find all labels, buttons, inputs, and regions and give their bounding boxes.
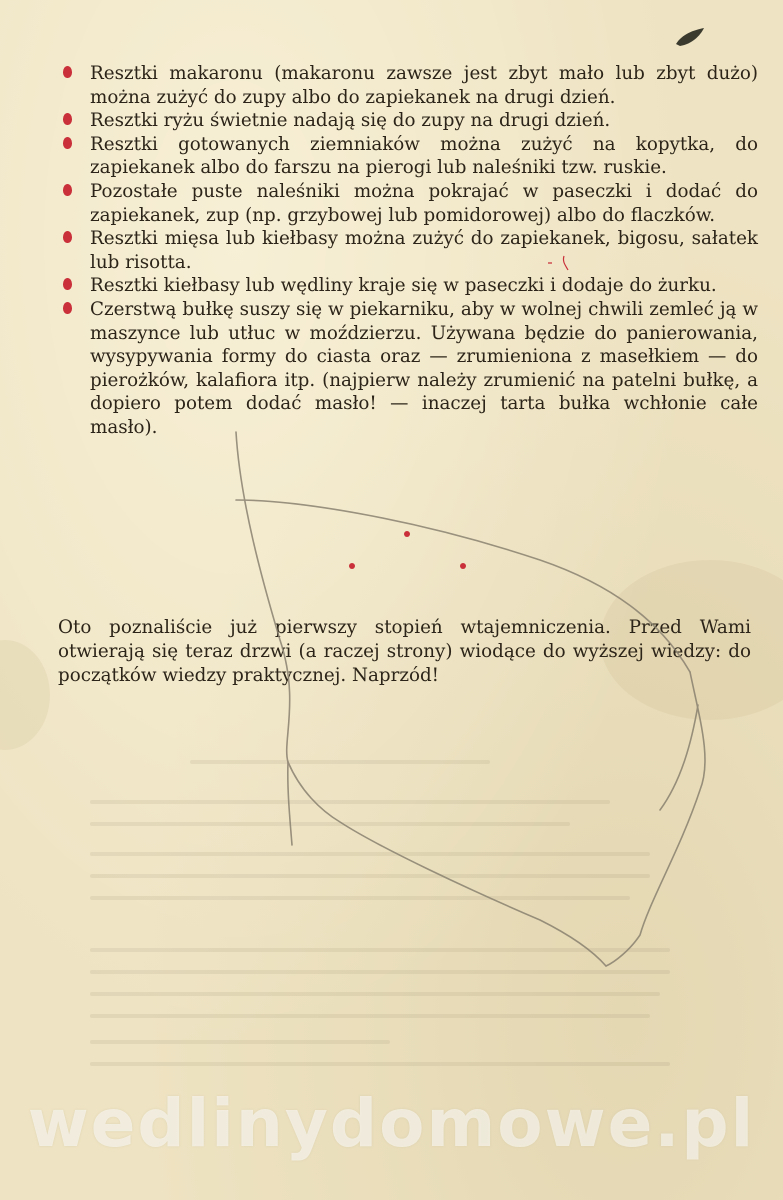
tip-text: Resztki kiełbasy lub wędliny kraje się w paseczki i dodaje do żurku.	[90, 275, 717, 297]
tip-text: Resztki makaronu (makaronu zawsze jest zbyt mało lub zbyt dużo) można zużyć do zupy albo do zapiekanek na drugi dzień.	[90, 63, 758, 108]
tip-text: Resztki mięsa lub kiełbasy można zużyć do zapiekanek, bigosu, sałatek lub risotta.	[90, 228, 758, 273]
tip-text: Resztki gotowanych ziemniaków można zużyć na kopytka, do zapiekanek albo do farszu na pierogi lub naleśniki tzw. ruskie.	[90, 133, 758, 179]
watermark: wedlinydomowe.pl	[27, 1085, 756, 1162]
tip-text: Czerstwą bułkę suszy się w piekarniku, aby w wolnej chwili zemleć ją w maszynce lub utłuc w moździerzu. Używana będzie do panierowania, wysypywania formy do ciasta oraz — zrumieniona z masełkiem — do pierożków, kalafiora itp. (najpierw należy zrumienić na patelni bułkę, a dopiero potem dodać masło! — inaczej tarta bułka wchłonie całe masło).	[90, 298, 758, 438]
tip-text: Resztki ryżu świetnie nadają się do zupy na drugi dzień.	[90, 110, 611, 132]
tip-text: Pozostałe puste naleśniki można pokrajać w paseczki i dodać do zapiekanek, zup (np. grzybowej lub pomidorowej) albo do flaczków.	[90, 180, 758, 226]
closing-paragraph: Oto poznaliście już pierwszy stopień wtajemniczenia. Przed Wami otwierają się teraz drzwi (a raczej strony) wiodące do wyższej wiedzy: do początków wiedzy praktycznej. Naprzód!	[58, 617, 751, 686]
